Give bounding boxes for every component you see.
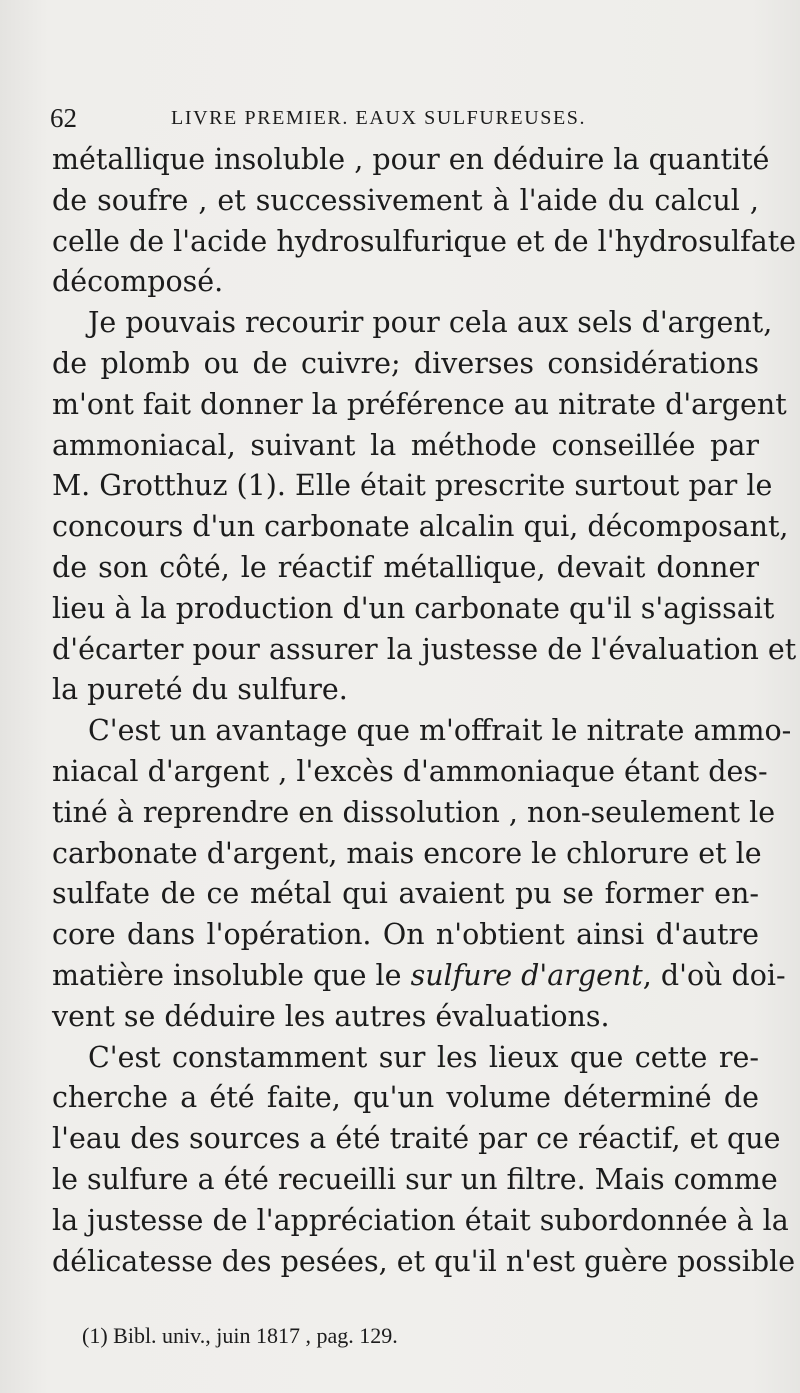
text-line: m'ont fait donner la préférence au nitrate d'argent	[52, 387, 787, 421]
running-head: LIVRE PREMIER. EAUX SULFUREUSES.	[171, 107, 587, 129]
text-segment: matière insoluble que le	[52, 958, 411, 992]
paragraph-first-line: Je pouvais recourir pour cela aux sels d'argent,	[88, 306, 773, 340]
text-line: la pureté du sulfure.	[52, 673, 348, 707]
page-number: 62	[50, 103, 77, 133]
italic-term: sulfure d'argent	[410, 958, 643, 992]
text-line: M. Grotthuz (1). Elle était prescrite surtout par le	[52, 469, 773, 503]
text-line: concours d'un carbonate alcalin qui, décomposant,	[52, 510, 789, 544]
text-line: ammoniacal, suivant la méthode conseillée par	[52, 428, 759, 462]
text-line: décomposé.	[52, 265, 224, 299]
text-segment: , d'où doi-	[642, 958, 786, 992]
text-line: vent se déduire les autres évaluations.	[52, 999, 610, 1033]
paragraph-first-line: C'est un avantage que m'offrait le nitrate ammo-	[88, 714, 792, 748]
text-line: lieu à la production d'un carbonate qu'il s'agissait	[52, 591, 775, 625]
text-line: celle de l'acide hydrosulfurique et de l'hydrosulfate	[52, 224, 797, 258]
text-line: core dans l'opération. On n'obtient ainsi d'autre	[52, 918, 759, 952]
text-line: le sulfure a été recueilli sur un filtre. Mais comme	[52, 1162, 778, 1196]
paragraph-first-line: C'est constamment sur les lieux que cette re-	[88, 1040, 759, 1074]
text-line-with-italic	[52, 956, 786, 997]
text-line: métallique insoluble , pour en déduire la quantité	[52, 143, 770, 176]
text-line: l'eau des sources a été traité par ce réactif, et que	[52, 1122, 781, 1156]
body-text	[52, 140, 797, 1282]
text-line: d'écarter pour assurer la justesse de l'évaluation et	[52, 632, 797, 666]
text-line: la justesse de l'appréciation était subordonnée à la	[52, 1203, 789, 1237]
footnote: (1) Bibl. univ., juin 1817 , pag. 129.	[82, 1323, 398, 1348]
text-line: carbonate d'argent, mais encore le chlorure et le	[52, 836, 762, 870]
text-line: cherche a été faite, qu'un volume déterminé de	[52, 1081, 759, 1115]
text-line: délicatesse des pesées, et qu'il n'est guère possible	[52, 1244, 796, 1278]
page-header	[50, 100, 770, 136]
text-line: de soufre , et successivement à l'aide du calcul ,	[52, 183, 759, 217]
text-line: de plomb ou de cuivre; diverses considérations	[52, 346, 759, 380]
text-line: sulfate de ce métal qui avaient pu se former en-	[52, 877, 759, 911]
text-line: de son côté, le réactif métallique, devait donner	[52, 550, 759, 584]
text-line: niacal d'argent , l'excès d'ammoniaque étant des-	[52, 754, 768, 788]
text-line: tiné à reprendre en dissolution , non-seulement le	[52, 795, 776, 829]
